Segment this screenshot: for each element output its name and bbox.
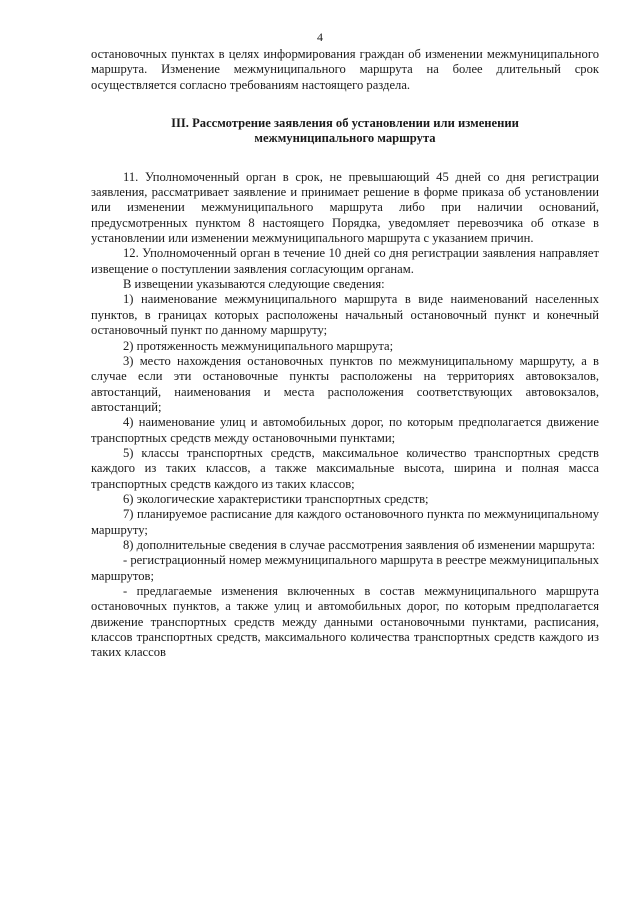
list-item-3: 3) место нахождения остановочных пунктов по межмуниципальному маршруту, а в случае если эти остановочные пункты расположены на территориях автовокзалов, автостанций, наименования и места расположения соответствующих автовокзалов, автостанций; xyxy=(91,353,599,414)
page-number: 4 xyxy=(317,30,323,44)
section-heading: III. Рассмотрение заявления об установлении или изменении межмуниципального маршрута xyxy=(171,116,519,146)
list-item-5: 5) классы транспортных средств, максимальное количество транспортных средств каждого из таких классов, а также максимальные высота, ширина и полная масса транспортных средств каждого из таких классов; xyxy=(91,445,599,491)
paragraph-item-12: 12. Уполномоченный орган в течение 10 дней со дня регистрации заявления направляет извещение о поступлении заявления согласующим органам. xyxy=(91,246,599,276)
list-item-4: 4) наименование улиц и автомобильных дорог, по которым предполагается движение транспортных средств между остановочными пунктами; xyxy=(91,415,599,445)
intro-paragraph: остановочных пунктах в целях информирования граждан об изменении межмуниципального маршрута. Изменение межмуниципального маршрута на более длительный срок осуществляется согласно требованиям настоящего раздела. xyxy=(91,47,599,92)
list-item-1: 1) наименование межмуниципального маршрута в виде наименований населенных пунктов, в границах которых расположены начальный остановочный пункт и конечный остановочный пункт по данному маршруту; xyxy=(91,292,599,338)
document-body xyxy=(91,47,599,661)
paragraph-notice-intro: В извещении указываются следующие сведения: xyxy=(123,277,385,292)
list-item-6: 6) экологические характеристики транспортных средств; xyxy=(123,491,429,506)
list-item-7: 7) планируемое расписание для каждого остановочного пункта по межмуниципальному маршруту; xyxy=(91,507,599,537)
list-item-8: 8) дополнительные сведения в случае рассмотрения заявления об изменении маршрута: xyxy=(123,537,596,552)
sub-item-proposed-changes: - предлагаемые изменения включенных в состав межмуниципального маршрута остановочных пунктов, а также улиц и автомобильных дорог, по которым предполагается движение транспортных средств между данными остановочными пунктами, расписания, классов транспортных средств, максимального количества транспортных средств каждого из таких классов xyxy=(91,584,599,660)
sub-item-registration-number: - регистрационный номер межмуниципального маршрута в реестре межмуниципальных маршрутов; xyxy=(91,553,599,583)
paragraph-item-11: 11. Уполномоченный орган в срок, не превышающий 45 дней со дня регистрации заявления, рассматривает заявление и принимает решение в форме приказа об установлении или изменении межмуниципального маршрута либо при наличии оснований, предусмотренных пунктом 8 настоящего Порядка, уведомляет перевозчика об отказе в установлении или изменении межмуниципального маршрута с указанием причин. xyxy=(91,169,599,246)
list-item-2: 2) протяженность межмуниципального маршрута; xyxy=(123,338,394,353)
